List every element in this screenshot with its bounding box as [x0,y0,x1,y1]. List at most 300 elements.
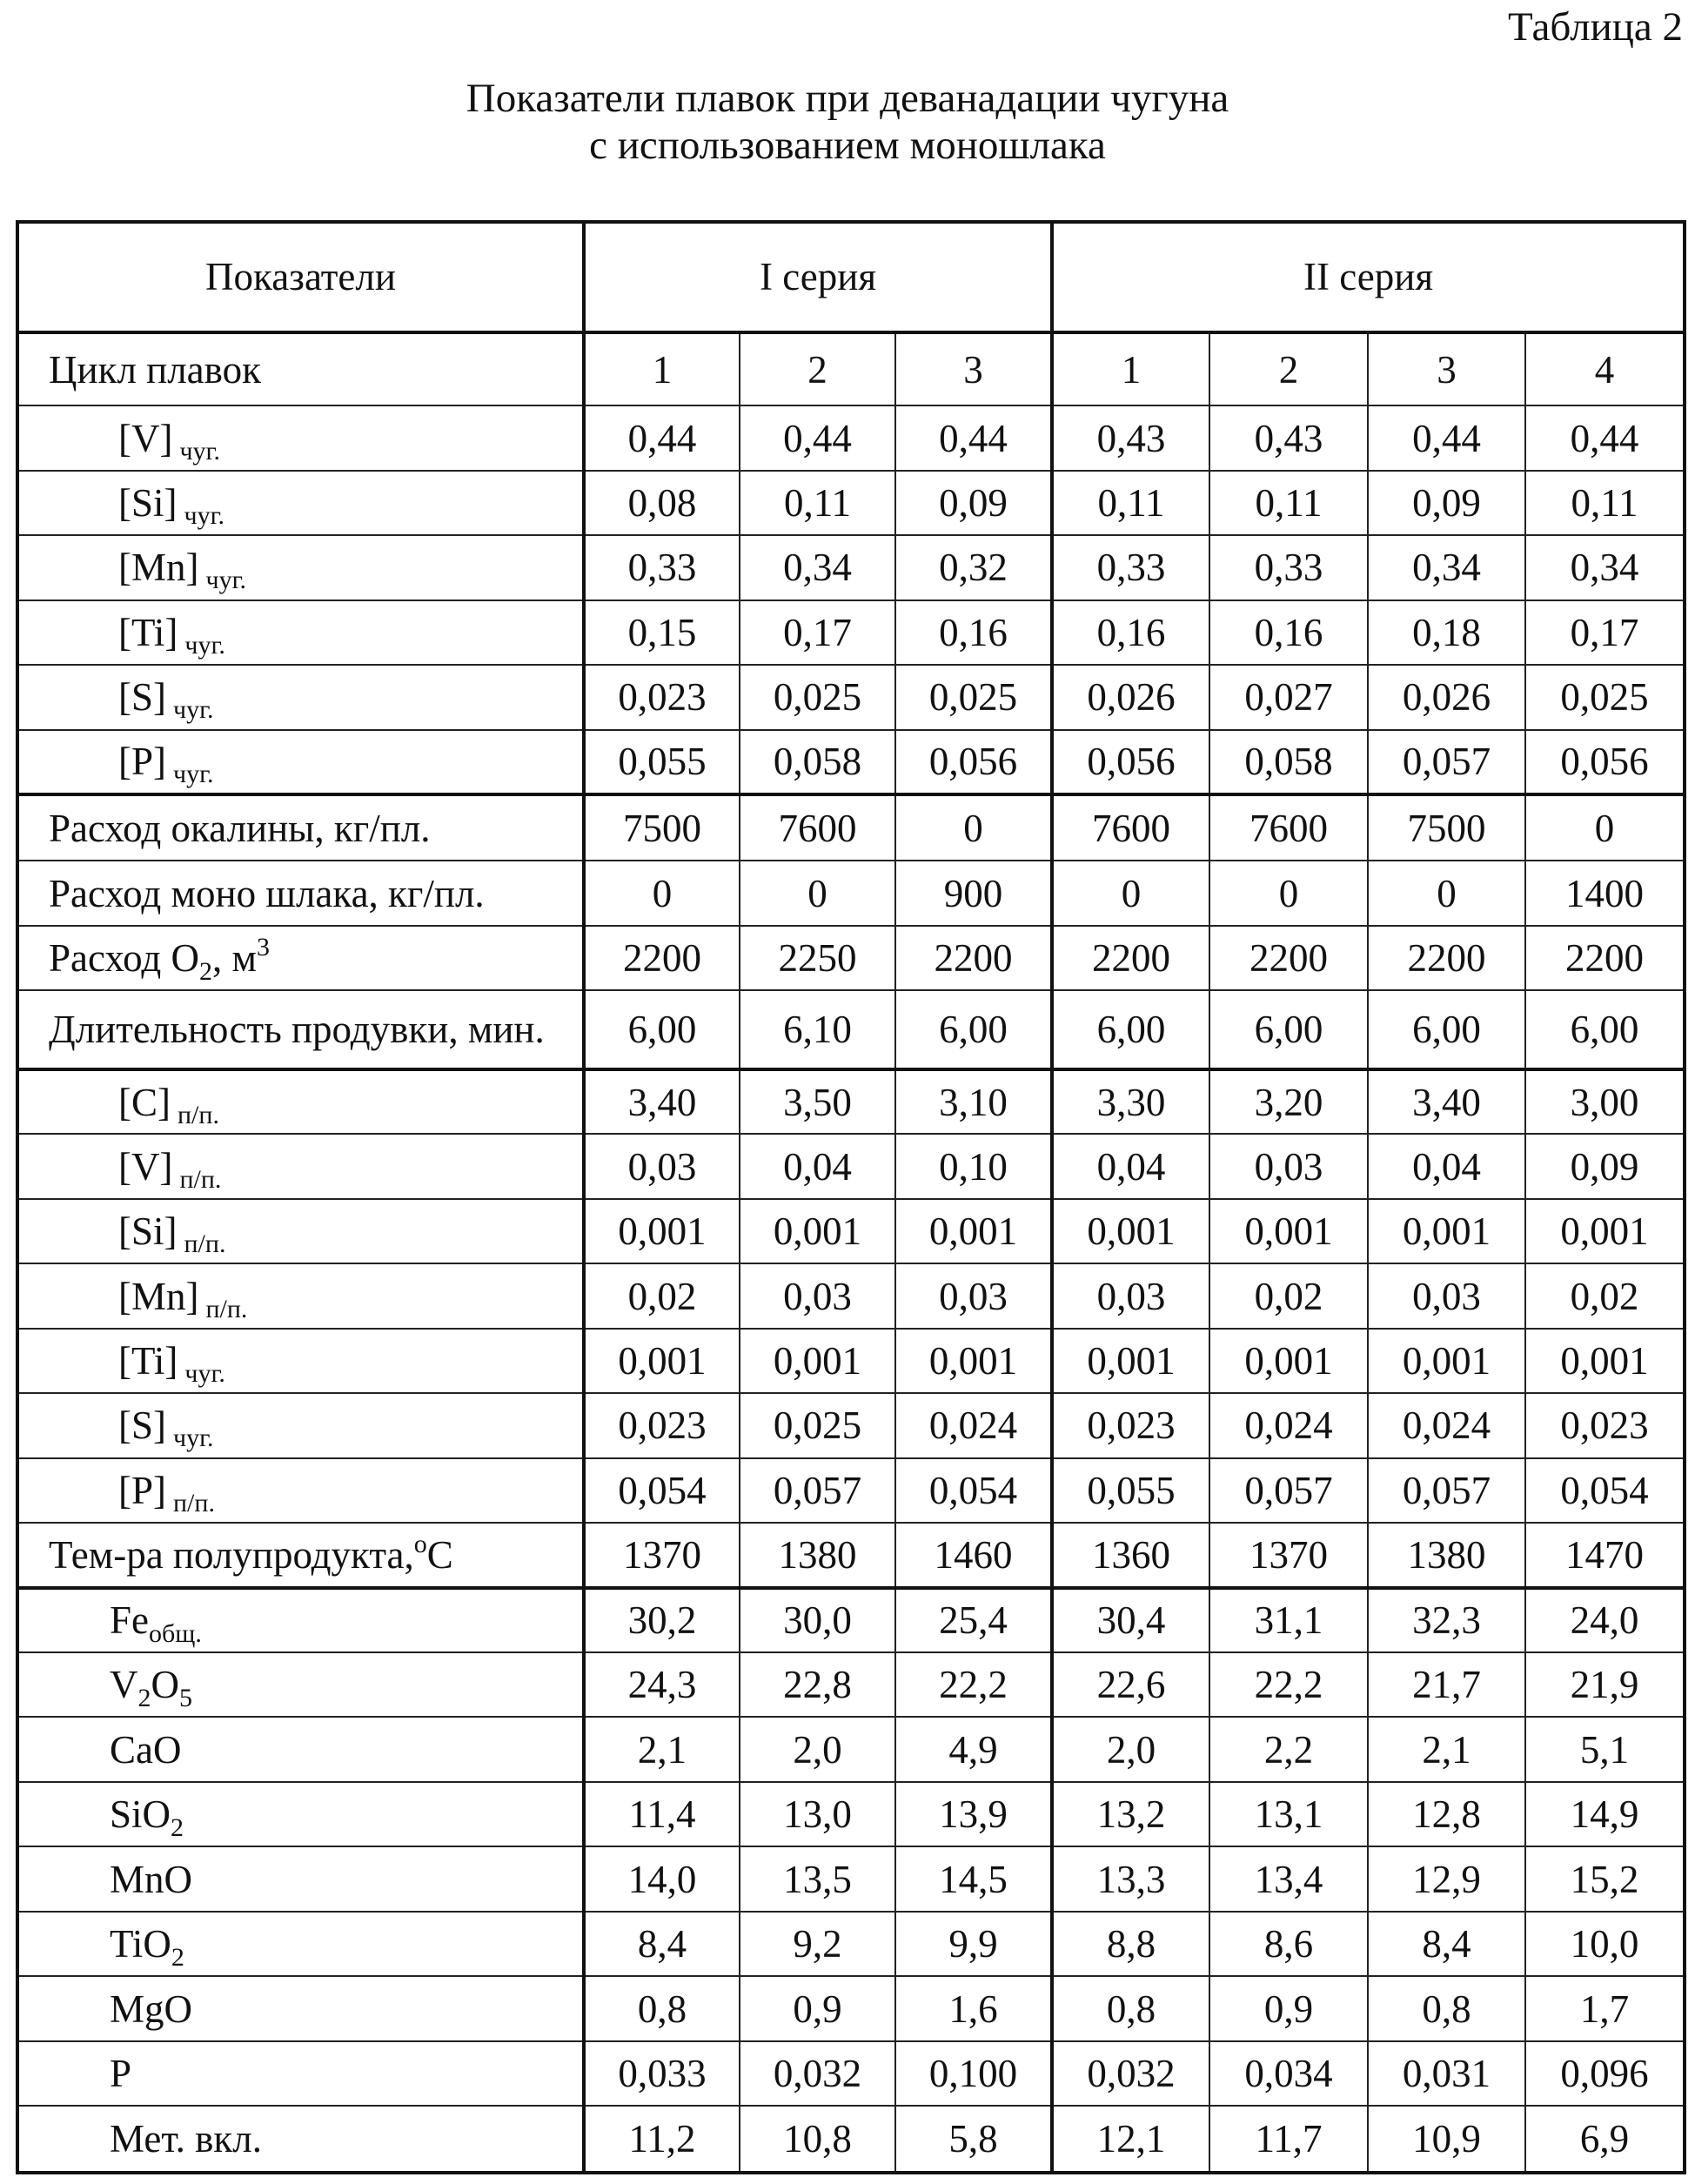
label-text: Расход окалины, кг/пл. [49,807,431,850]
label-text: [Si] [118,1209,178,1253]
formula-subscript: 2 [138,1684,151,1712]
table-cell: 0,44 [740,405,895,470]
row-label [17,332,584,406]
table-cell: 0,02 [1525,1263,1685,1328]
table-cell: 4 [1525,332,1685,406]
table-cell: 3,50 [740,1069,895,1134]
table-cell: 0,11 [1052,471,1209,535]
table-cell: 0,16 [1052,600,1209,665]
table-cell: 1360 [1052,1523,1209,1587]
table-row [17,1134,1685,1198]
table-cell: 0,096 [1525,2041,1685,2106]
table-cell: 6,00 [1525,990,1685,1069]
table-cell: 0,9 [1209,1976,1368,2040]
table-cell: 1 [1052,332,1209,406]
label-text: [Mn] [118,1275,198,1318]
table-cell: 1,7 [1525,1976,1685,2040]
table-cell: 21,7 [1368,1652,1525,1717]
label-text: [C] [118,1081,171,1124]
table-cell: 0,8 [1052,1976,1209,2040]
table-cell: 3,40 [584,1069,740,1134]
table-cell: 0,04 [1052,1134,1209,1198]
row-label [17,1523,584,1587]
row-label [17,1458,584,1523]
row-label [17,730,584,794]
table-cell: 21,9 [1525,1652,1685,1717]
table-row [17,1588,1685,1652]
table-row [17,1976,1685,2040]
table-cell: 0,33 [1052,535,1209,600]
table-cell: 13,0 [740,1782,895,1846]
page-title [0,75,1695,169]
label-subscript: чуг. [184,501,225,530]
row-label [17,1199,584,1263]
table-cell: 0,44 [584,405,740,470]
table-cell: 13,2 [1052,1782,1209,1846]
table-cell: 0,33 [584,535,740,600]
table-row [17,1069,1685,1134]
table-cell: 0,057 [1209,1458,1368,1523]
table-cell: 11,7 [1209,2106,1368,2173]
table-cell: 13,5 [740,1846,895,1911]
table-cell: 0,33 [1209,535,1368,600]
table-row [17,1912,1685,1976]
row-label [17,665,584,729]
table-row [17,600,1685,665]
table-cell: 31,1 [1209,1588,1368,1652]
table-cell: 0,32 [895,535,1052,600]
label-superscript: 3 [257,933,270,961]
table-row [17,1458,1685,1523]
table-cell: 13,4 [1209,1846,1368,1911]
table-row [17,1523,1685,1587]
row-label [17,1912,584,1976]
table-cell: 1380 [1368,1523,1525,1587]
table-cell: 32,3 [1368,1588,1525,1652]
table-cell: 22,6 [1052,1652,1209,1717]
table-cell: 0 [1052,861,1209,925]
table-cell: 22,8 [740,1652,895,1717]
table-cell: 22,2 [895,1652,1052,1717]
table-cell: 0,054 [895,1458,1052,1523]
label-subscript: чуг. [173,760,214,788]
table-cell: 2,2 [1209,1717,1368,1781]
table-cell: 30,0 [740,1588,895,1652]
table-cell: 900 [895,861,1052,925]
table-cell: 8,8 [1052,1912,1209,1976]
label-subscript: чуг. [184,1359,225,1388]
table-cell: 0,001 [1525,1329,1685,1393]
table-cell: 2250 [740,926,895,990]
table-cell: 0 [1525,794,1685,861]
table-cell: 9,2 [740,1912,895,1976]
table-cell: 0,026 [1052,665,1209,729]
table-cell: 0,057 [740,1458,895,1523]
table-cell: 8,6 [1209,1912,1368,1976]
table-cell: 9,9 [895,1912,1052,1976]
label-subscript: общ. [149,1619,202,1648]
table-cell: 0,023 [584,665,740,729]
table-cell: 10,9 [1368,2106,1525,2173]
table-cell: 6,00 [1052,990,1209,1069]
formula-subscript: 2 [171,1813,184,1842]
table-row [17,1846,1685,1911]
table-cell: 6,10 [740,990,895,1069]
table-cell: 0,024 [895,1393,1052,1457]
table-cell: 3,20 [1209,1069,1368,1134]
label-subscript: чуг. [205,566,246,594]
table-cell: 6,9 [1525,2106,1685,2173]
table-cell: 0,025 [740,665,895,729]
label-text: MgO [110,1987,192,2031]
table-cell: 0,03 [895,1263,1052,1328]
row-label [17,535,584,600]
row-label [17,1263,584,1328]
row-label [17,2106,584,2173]
table-cell: 12,9 [1368,1846,1525,1911]
table-cell: 12,8 [1368,1782,1525,1846]
table-cell: 6,00 [584,990,740,1069]
table-cell: 2200 [1209,926,1368,990]
table-number: Таблица 2 [1508,3,1683,50]
label-text: [S] [118,1404,166,1447]
table-cell: 0,001 [895,1199,1052,1263]
table-cell: 2200 [895,926,1052,990]
table-cell: 0 [584,861,740,925]
table-cell: 0,44 [895,405,1052,470]
table-cell: 0,001 [1052,1329,1209,1393]
row-label [17,990,584,1069]
table-cell: 0,02 [584,1263,740,1328]
table-cell: 0,03 [740,1263,895,1328]
table-cell: 0,057 [1368,1458,1525,1523]
label-text: Цикл плавок [49,348,261,392]
table-cell: 4,9 [895,1717,1052,1781]
label-text: C [427,1533,453,1577]
table-cell: 0,023 [1525,1393,1685,1457]
table-cell: 7500 [584,794,740,861]
table-cell: 0 [740,861,895,925]
table-cell: 6,00 [1209,990,1368,1069]
table-cell: 1370 [584,1523,740,1587]
table-cell: 0,025 [1525,665,1685,729]
table-cell: 10,0 [1525,1912,1685,1976]
table-cell: 0,026 [1368,665,1525,729]
table-cell: 3,00 [1525,1069,1685,1134]
table-cell: 0,09 [895,471,1052,535]
table-cell: 0,34 [740,535,895,600]
label-subscript: п/п. [173,1489,215,1517]
header-series-1: I серия [584,222,1052,332]
table-cell: 5,8 [895,2106,1052,2173]
table-row [17,2041,1685,2106]
table-cell: 0,023 [1052,1393,1209,1457]
label-subscript: п/п. [205,1295,247,1323]
table-cell: 0,16 [1209,600,1368,665]
table-cell: 1400 [1525,861,1685,925]
table-cell: 0,024 [1368,1393,1525,1457]
table-cell: 2,0 [740,1717,895,1781]
table-cell: 0,032 [1052,2041,1209,2106]
title-line-1: Показатели плавок при деванадации чугуна [0,75,1695,122]
label-text: Длительность продувки, мин. [49,1008,545,1051]
table-header-row [17,222,1685,332]
table-cell: 0 [895,794,1052,861]
table-cell: 10,8 [740,2106,895,2173]
label-text: [S] [118,675,166,719]
table-cell: 7600 [1209,794,1368,861]
table-cell: 0,056 [895,730,1052,794]
table-cell: 0,001 [1209,1199,1368,1263]
table-cell: 15,2 [1525,1846,1685,1911]
table-cell: 7500 [1368,794,1525,861]
table-cell: 0,8 [584,1976,740,2040]
table-row [17,990,1685,1069]
row-label [17,1393,584,1457]
label-subscript: чуг. [179,437,220,466]
table-cell: 0,100 [895,2041,1052,2106]
table-row [17,861,1685,925]
table-cell: 0,34 [1368,535,1525,600]
table-cell: 30,2 [584,1588,740,1652]
table-cell: 0,18 [1368,600,1525,665]
table-cell: 24,3 [584,1652,740,1717]
table-cell: 0,9 [740,1976,895,2040]
table-cell: 0,055 [584,730,740,794]
label-text: , м [212,936,257,980]
label-text: [Si] [118,481,178,525]
table-cell: 0,056 [1525,730,1685,794]
table-cell: 0,09 [1525,1134,1685,1198]
table-cell: 22,2 [1209,1652,1368,1717]
table-cell: 0,04 [740,1134,895,1198]
table-cell: 0,17 [740,600,895,665]
table-cell: 1 [584,332,740,406]
table-cell: 0,024 [1209,1393,1368,1457]
table-cell: 0,001 [1368,1329,1525,1393]
table-cell: 1370 [1209,1523,1368,1587]
label-subscript: п/п. [178,1101,219,1129]
table-cell: 0,15 [584,600,740,665]
table-cell: 0,058 [1209,730,1368,794]
table-row [17,665,1685,729]
table-cell: 0,17 [1525,600,1685,665]
table-cell: 0,03 [1209,1134,1368,1198]
table-cell: 0 [1368,861,1525,925]
row-label [17,861,584,925]
table-cell: 0,033 [584,2041,740,2106]
table-cell: 11,4 [584,1782,740,1846]
table-cell: 8,4 [1368,1912,1525,1976]
table-row [17,332,1685,406]
table-cell: 0,001 [740,1329,895,1393]
label-subscript: чуг. [173,695,214,724]
label-subscript: чуг. [173,1424,214,1452]
table-cell: 1380 [740,1523,895,1587]
label-text: CaO [110,1728,182,1772]
table-cell: 2,1 [584,1717,740,1781]
formula-subscript: 5 [179,1684,192,1712]
table-cell: 0,43 [1209,405,1368,470]
row-label [17,600,584,665]
table-cell: 14,0 [584,1846,740,1911]
table-row [17,1199,1685,1263]
table-row [17,1652,1685,1717]
table-row [17,1329,1685,1393]
table-cell: 0,054 [584,1458,740,1523]
table-cell: 0,054 [1525,1458,1685,1523]
row-label [17,405,584,470]
table-cell: 0,056 [1052,730,1209,794]
table-row [17,2106,1685,2173]
table-cell: 0,03 [1368,1263,1525,1328]
label-text: Fe [110,1598,149,1642]
table-cell: 2200 [1368,926,1525,990]
table-cell: 0,057 [1368,730,1525,794]
table-cell: 0,001 [1209,1329,1368,1393]
table-cell: 0,11 [1525,471,1685,535]
formula-subscript: 2 [171,1943,184,1972]
table-cell: 0,025 [895,665,1052,729]
label-subscript: чуг. [184,631,225,660]
table-cell: 2200 [584,926,740,990]
label-text: Тем-ра полупродукта, [49,1533,414,1577]
melts-table [16,220,1686,2174]
label-text: [P] [118,740,166,783]
header-indicators: Показатели [17,222,584,332]
table-cell: 0,04 [1368,1134,1525,1198]
table-cell: 0,034 [1209,2041,1368,2106]
table-row [17,730,1685,794]
formula-part: V [110,1663,138,1706]
row-label [17,1069,584,1134]
label-text: [P] [118,1469,166,1512]
table-cell: 0,001 [584,1329,740,1393]
table-cell: 12,1 [1052,2106,1209,2173]
row-label [17,1329,584,1393]
row-label [17,1717,584,1781]
table-cell: 2,1 [1368,1717,1525,1781]
table-cell: 2 [740,332,895,406]
row-label [17,926,584,990]
table-cell: 0,44 [1368,405,1525,470]
row-label [17,1652,584,1717]
table-cell: 0,055 [1052,1458,1209,1523]
label-text: MnO [110,1858,192,1901]
label-text: Расход O [49,936,199,980]
table-cell: 0,09 [1368,471,1525,535]
table-cell: 3,10 [895,1069,1052,1134]
table-row [17,405,1685,470]
table-cell: 0,025 [740,1393,895,1457]
table-cell: 0,03 [584,1134,740,1198]
table-cell: 0,08 [584,471,740,535]
table-cell: 0,10 [895,1134,1052,1198]
label-text: [Mn] [118,546,198,589]
table-row [17,1393,1685,1457]
formula-part: SiO [110,1792,171,1836]
table-cell: 8,4 [584,1912,740,1976]
table-cell: 0,031 [1368,2041,1525,2106]
label-subscript: п/п. [179,1165,221,1194]
row-label [17,1782,584,1846]
table-cell: 0,44 [1525,405,1685,470]
label-text: [Ti] [118,611,178,654]
label-text: Мет. вкл. [110,2117,262,2161]
label-text: [V] [118,417,172,460]
table-cell: 0,001 [1525,1199,1685,1263]
table-cell: 25,4 [895,1588,1052,1652]
table-cell: 3,30 [1052,1069,1209,1134]
table-cell: 0,43 [1052,405,1209,470]
row-label [17,1588,584,1652]
table-cell: 0,11 [1209,471,1368,535]
table-cell: 0,16 [895,600,1052,665]
label-subscript: 2 [199,957,212,986]
table-cell: 0,11 [740,471,895,535]
table-cell: 2,0 [1052,1717,1209,1781]
row-label [17,794,584,861]
table-cell: 13,3 [1052,1846,1209,1911]
table-cell: 0 [1209,861,1368,925]
table-cell: 0,02 [1209,1263,1368,1328]
formula-part: TiO [110,1922,171,1966]
label-text: [Ti] [118,1339,178,1383]
table-cell: 7600 [740,794,895,861]
table-row [17,926,1685,990]
table-cell: 0,001 [1368,1199,1525,1263]
table-cell: 2 [1209,332,1368,406]
table-cell: 1,6 [895,1976,1052,2040]
table-cell: 0,001 [1052,1199,1209,1263]
table-cell: 0,023 [584,1393,740,1457]
table-cell: 3 [1368,332,1525,406]
table-row [17,1263,1685,1328]
table-cell: 0,001 [584,1199,740,1263]
row-label [17,2041,584,2106]
table-cell: 24,0 [1525,1588,1685,1652]
table-cell: 0,001 [895,1329,1052,1393]
row-label [17,1846,584,1911]
table-cell: 0,34 [1525,535,1685,600]
title-line-2: с использованием моношлака [0,122,1695,169]
table-cell: 0,027 [1209,665,1368,729]
table-cell: 3 [895,332,1052,406]
label-text: [V] [118,1145,172,1189]
table-row [17,471,1685,535]
label-superscript: o [414,1530,427,1558]
table-row [17,1717,1685,1781]
table-cell: 0,032 [740,2041,895,2106]
table-cell: 0,8 [1368,1976,1525,2040]
table-cell: 0,058 [740,730,895,794]
row-label [17,1976,584,2040]
table-cell: 2200 [1525,926,1685,990]
table-cell: 2200 [1052,926,1209,990]
table-cell: 1460 [895,1523,1052,1587]
table-row [17,535,1685,600]
formula-part: O [151,1663,180,1706]
table-cell: 5,1 [1525,1717,1685,1781]
table-cell: 6,00 [895,990,1052,1069]
table-cell: 14,5 [895,1846,1052,1911]
table-row [17,794,1685,861]
table-cell: 6,00 [1368,990,1525,1069]
label-text: Расход моно шлака, кг/пл. [49,872,485,915]
table-row [17,1782,1685,1846]
header-series-2: II серия [1052,222,1685,332]
table-cell: 13,9 [895,1782,1052,1846]
